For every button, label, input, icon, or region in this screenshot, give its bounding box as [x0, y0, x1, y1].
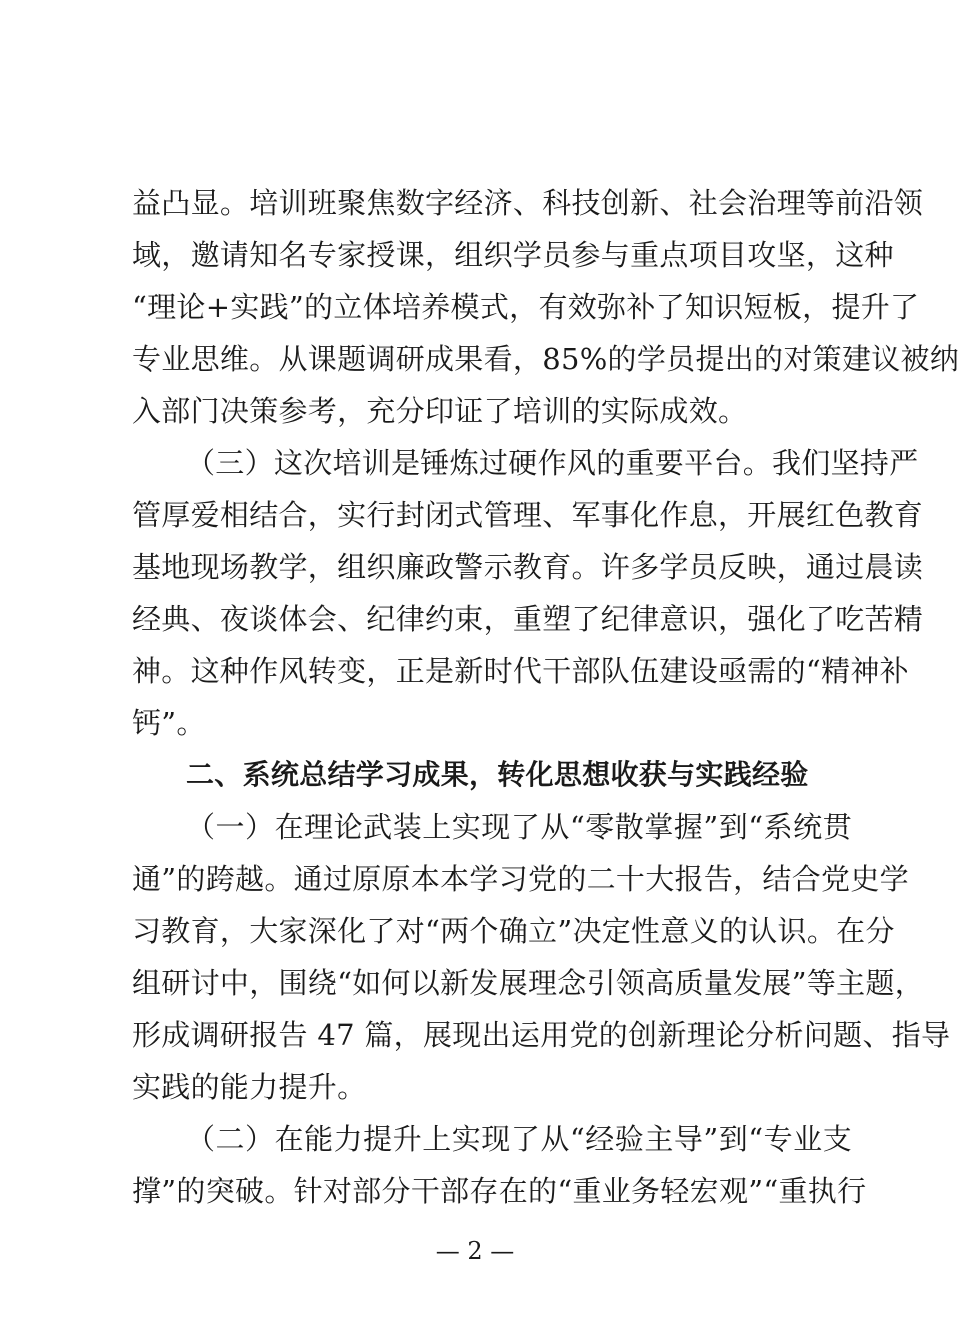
body-text-line: “理论+实践”的立体培养模式，有效弥补了知识短板，提升了 — [132, 290, 920, 324]
body-text-line: 钙”。 — [132, 706, 206, 740]
body-text-line: 神。这种作风转变，正是新时代干部队伍建设亟需的“精神补 — [132, 654, 909, 688]
body-text-line: （二）在能力提升上实现了从“经验主导”到“专业支 — [186, 1122, 852, 1156]
body-text-line: 实践的能力提升。 — [132, 1070, 367, 1104]
body-text-line: （一）在理论武装上实现了从“零散掌握”到“系统贯 — [186, 810, 852, 844]
page-number: — 2 — — [435, 1237, 515, 1265]
body-text-line: 基地现场教学，组织廉政警示教育。许多学员反映，通过晨读 — [132, 550, 924, 584]
body-text-line: 管厚爱相结合，实行封闭式管理、军事化作息，开展红色教育 — [132, 498, 924, 532]
body-text-line: 专业思维。从课题调研成果看，85%的学员提出的对策建议被纳 — [132, 342, 959, 376]
section-heading: 二、系统总结学习成果，转化思想收获与实践经验 — [186, 758, 809, 791]
body-text-line: 形成调研报告 47 篇，展现出运用党的创新理论分析问题、指导 — [132, 1018, 951, 1052]
body-text-line: （三）这次培训是锤炼过硬作风的重要平台。我们坚持严 — [186, 446, 919, 480]
body-text-line: 域，邀请知名专家授课，组织学员参与重点项目攻坚，这种 — [132, 238, 894, 272]
body-text-line: 组研讨中，围绕“如何以新发展理念引领高质量发展”等主题， — [132, 966, 925, 1000]
body-text-line: 撑”的突破。针对部分干部存在的“重业务轻宏观”“重执行 — [132, 1174, 867, 1208]
body-text-line: 习教育，大家深化了对“两个确立”决定性意义的认识。在分 — [132, 914, 895, 948]
body-text-line: 益凸显。培训班聚焦数字经济、科技创新、社会治理等前沿领 — [132, 186, 924, 220]
body-text-line: 经典、夜谈体会、纪律约束，重塑了纪律意识，强化了吃苦精 — [132, 602, 924, 636]
body-text-line: 入部门决策参考，充分印证了培训的实际成效。 — [132, 394, 748, 428]
body-text-line: 通”的跨越。通过原原本本学习党的二十大报告，结合党史学 — [132, 862, 909, 896]
